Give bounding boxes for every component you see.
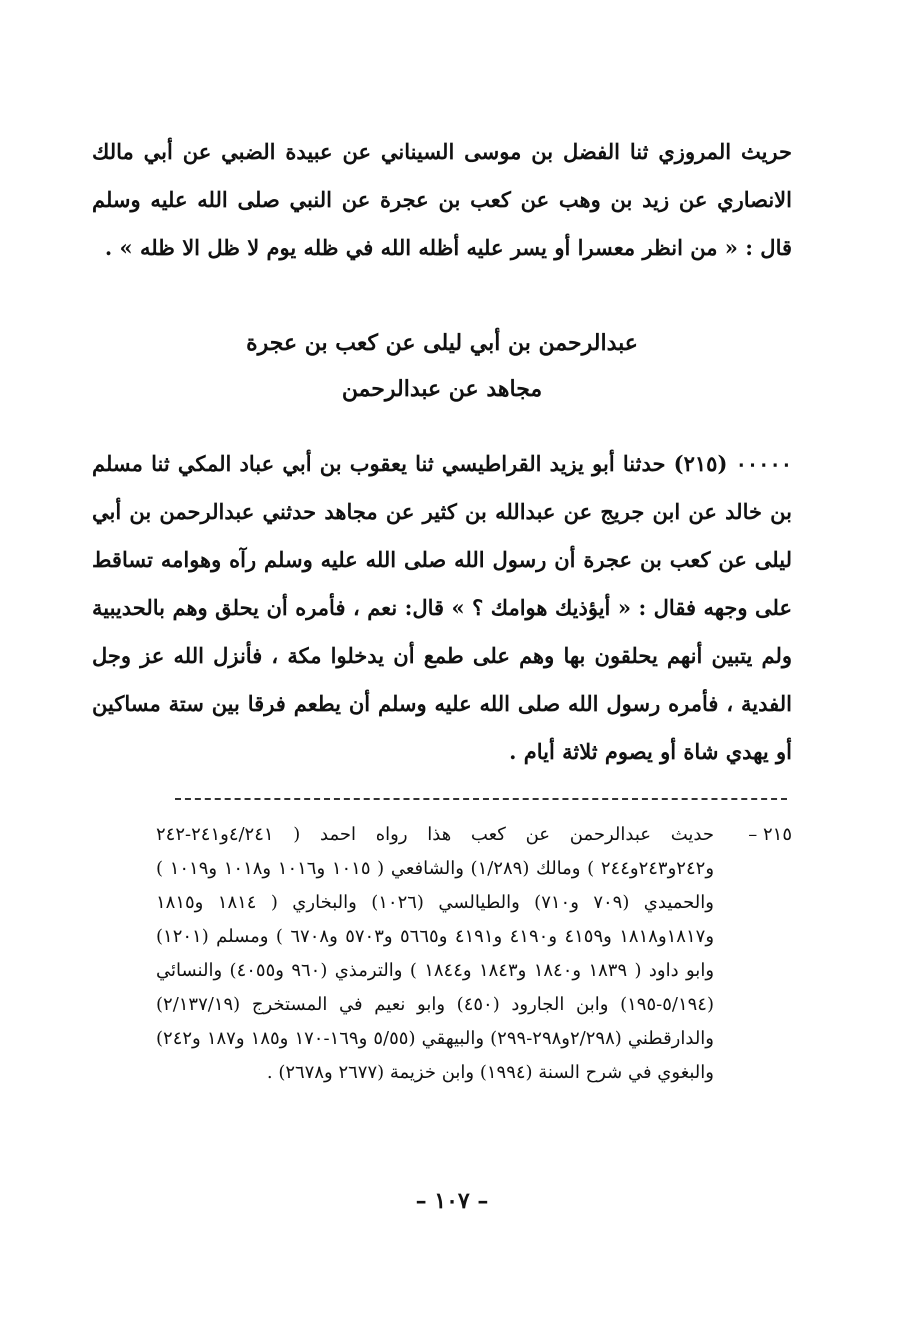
footnote-number: ٢١٥ – [748,824,792,845]
section-subheading: مجاهد عن عبدالرحمن [341,376,543,402]
hadith-paragraph: ٠٠٠٠٠ (٢١٥) حدثنا أبو يزيد القراطيسي ثنا يعقوب بن أبي عباد المكي ثنا مسلم بن خالد عن ابن جريج عن عبدالله بن كثير عن مجاهد حدثني عبدالرحمن بن أبي ليلى عن كعب بن عجرة أن رسول الله صلى الله عليه وسلم رآه وهوامه تساقط على وجهه فقال : « أيؤذيك هوامك ؟ » قال: نعم ، فأمره أن يحلق وهم بالحديبية ولم يتبين أنهم يحلقون بها وهم على طمع أن يدخلوا مكة ، فأنزل الله عز وجل الفدية ، فأمره رسول الله صلى الله عليه وسلم أن يطعم فرقا بين ستة مساكين أو يهدي شاة أو يصوم ثلاثة أيام . [92,451,793,764]
section-heading: عبدالرحمن بن أبي ليلى عن كعب بن عجرة [246,330,638,356]
footnote [92,818,792,1090]
intro-paragraph: حريث المروزي ثنا الفضل بن موسى السيناني عن عبيدة الضبي عن أبي مالك الانصاري عن زيد بن وهب عن كعب بن عجرة عن النبي صلى الله عليه وسلم قال : « من انظر معسرا أو يسر عليه أظله الله في ظله يوم لا ظل الا ظله » . [92,139,792,260]
page-number: – ١٠٧ – [415,1188,489,1214]
footnote-divider [175,798,787,800]
footnote-text: حديث عبدالرحمن عن كعب هذا رواه احمد ( ٤/٢٤١و٢٤١-٢٤٢ و٢٤٢و٢٤٣و٢٤٤ ) ومالك (١/٢٨٩) والشافعي ( ١٠١٥ و١٠١٦ و١٠١٨ و١٠١٩ ) والحميدي (٧٠٩ و٧١٠) والطيالسي (١٠٢٦) والبخاري ( ١٨١٤ و١٨١٥ و١٨١٧و١٨١٨ و٤١٥٩ و٤١٩٠ و٤١٩١ و٥٦٦٥ و٥٧٠٣ و٦٧٠٨ ) ومسلم (١٢٠١) وابو داود ( ١٨٣٩ و١٨٤٠ و١٨٤٣ و١٨٤٤ ) والترمذي (٩٦٠ و٤٠٥٥) والنسائي (٥/١٩٤-١٩٥) وابن الجارود (٤٥٠) وابو نعيم في المستخرج (٢/١٣٧/١٩) والدارقطني (٢/٢٩٨و٢٩٨-٢٩٩) والبيهقي (٥/٥٥ و١٦٩-١٧٠ و١٨٥ و١٨٧ و٢٤٢) والبغوي في شرح السنة (١٩٩٤) وابن خزيمة (٢٦٧٧ و٢٦٧٨) . [156,824,715,1083]
